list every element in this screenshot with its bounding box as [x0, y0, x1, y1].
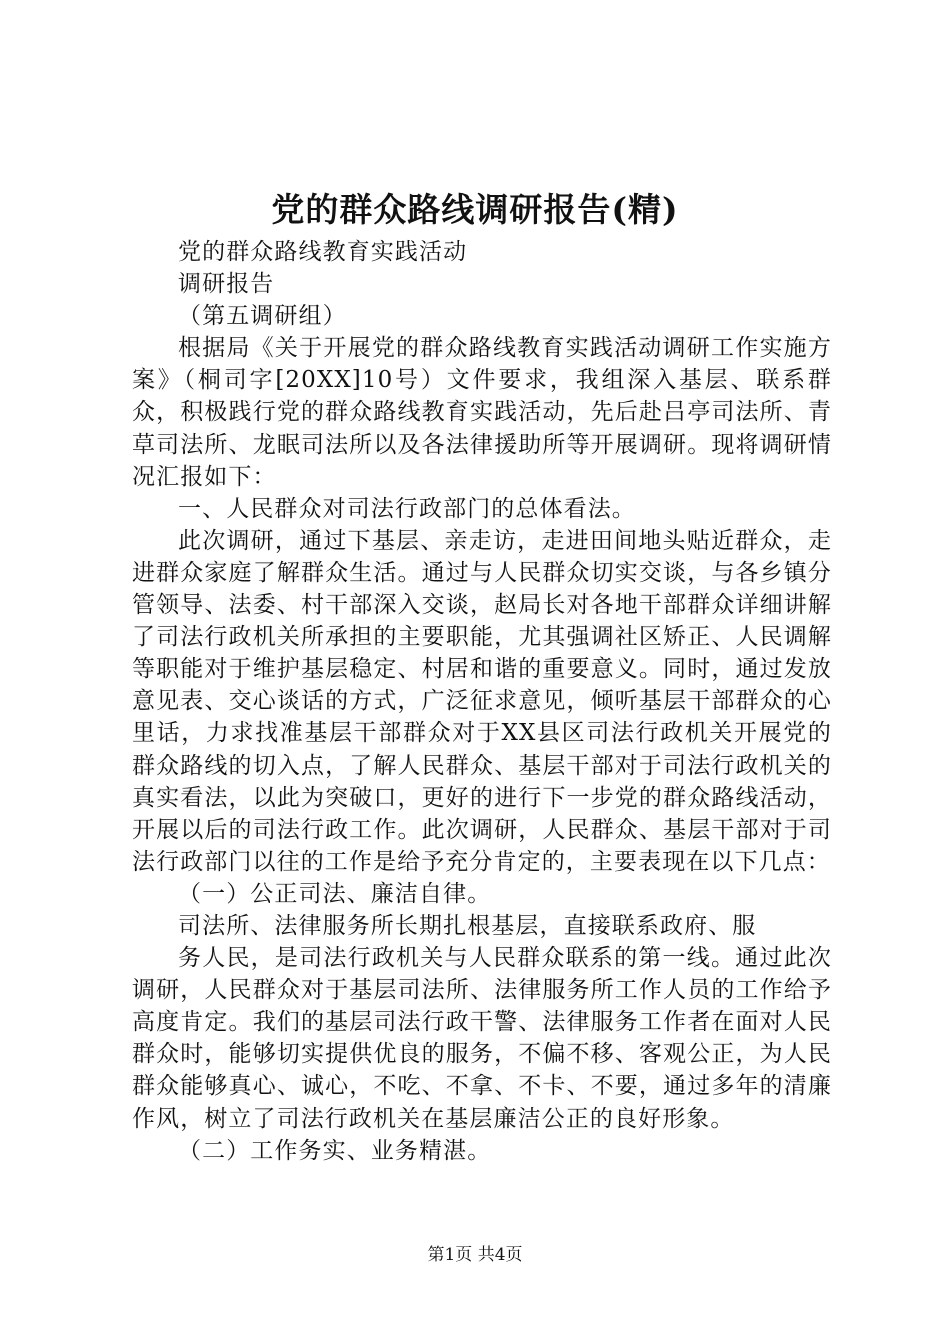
section-heading-1: 一、人民群众对司法行政部门的总体看法。	[178, 495, 636, 522]
document-body	[132, 236, 832, 1167]
paragraph-group-name: （第五调研组）	[178, 303, 347, 330]
paragraph-survey: 此次调研，通过下基层、亲走访，走进田间地头贴近群众，走进群众家庭了解群众生活。通过与人民群众切实交谈，与各乡镇分管领导、法委、村干部深入交谈，赵局长对各地干部群众详细讲解了司法行政机关所承担的主要职能，尤其强调社区矫正、人民调解等职能对于维护基层稳定、村居和谐的重要意义。同时，通过发放意见表、交心谈话的方式，广泛征求意见，倾听基层干部群众的心里话，力求找准基层干部群众对于XX县区司法行政机关开展党的群众路线的切入点，了解人民群众、基层干部对于司法行政机关的真实看法，以此为突破口，更好的进行下一步党的群众路线活动，开展以后的司法行政工作。此次调研，人民群众、基层干部对于司法行政部门以往的工作是给予充分肯定的，主要表现在以下几点：	[132, 527, 832, 875]
paragraph-subtitle-line-2: 调研报告	[178, 271, 275, 298]
paragraph-intro: 根据局《关于开展党的群众路线教育实践活动调研工作实施方案》（桐司字[20XX]10号）文件要求，我组深入基层、联系群众，积极践行党的群众路线教育实践活动，先后赴吕亭司法所、青草司法所、龙眠司法所以及各法律援助所等开展调研。现将调研情况汇报如下：	[132, 335, 832, 490]
document-title: 党的群众路线调研报告(精)	[271, 190, 679, 229]
subsection-heading-1: （一）公正司法、廉洁自律。	[178, 880, 492, 907]
paragraph-subtitle-line-1: 党的群众路线教育实践活动	[178, 239, 468, 265]
subsection-heading-2: （二）工作务实、业务精湛。	[178, 1137, 492, 1164]
paragraph-justice-continued: 务人民，是司法行政机关与人民群众联系的第一线。通过此次调研，人民群众对于基层司法所、法律服务所工作人员的工作给予高度肯定。我们的基层司法行政干警、法律服务工作者在面对人民群众时，能够切实提供优良的服务，不偏不移、客观公正，为人民群众能够真心、诚心，不吃、不拿、不卡、不要，通过多年的清廉作风，树立了司法行政机关在基层廉洁公正的良好形象。	[132, 945, 832, 1132]
page-number: 第1页 共4页	[427, 1245, 523, 1265]
paragraph-justice-line: 司法所、法律服务所长期扎根基层，直接联系政府、服	[178, 912, 757, 939]
